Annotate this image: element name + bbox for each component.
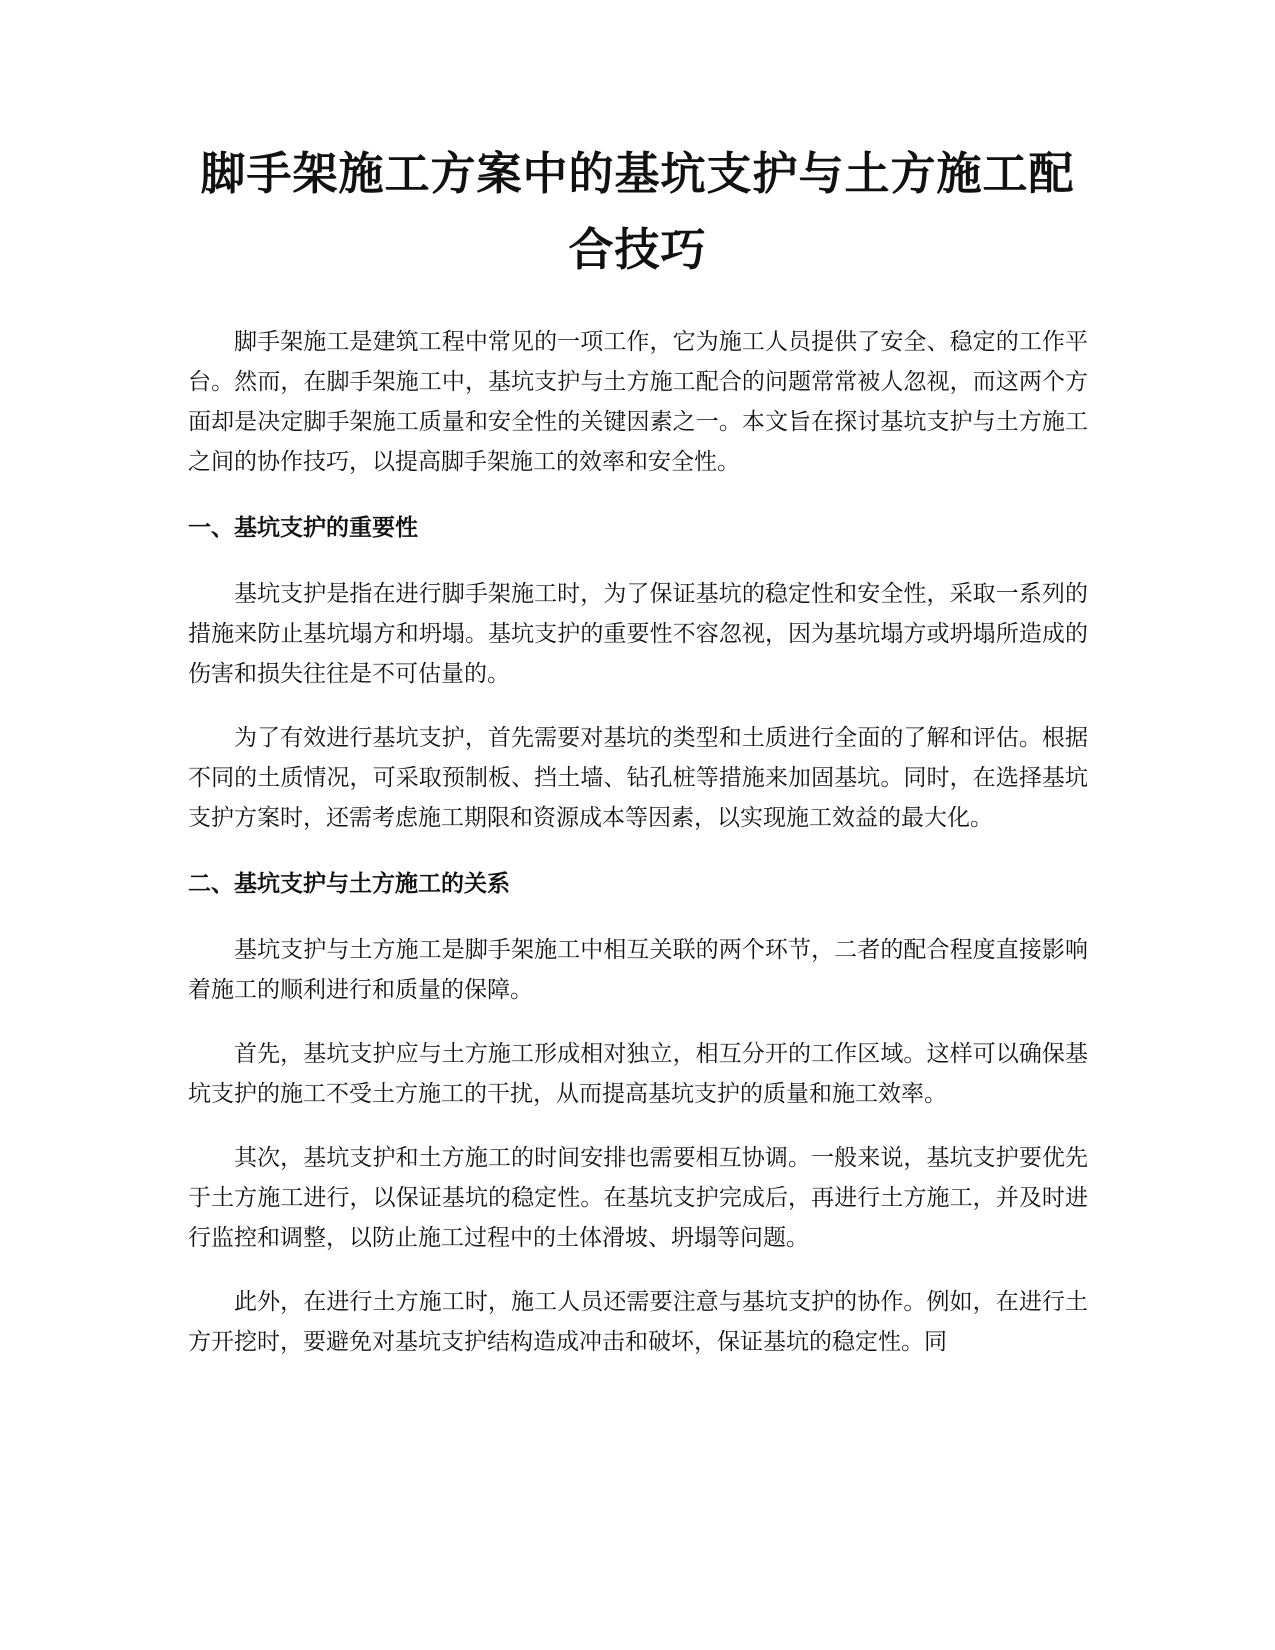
section-1-paragraph-1: 基坑支护是指在进行脚手架施工时，为了保证基坑的稳定性和安全性，采取一系列的措施来防止基坑塌方和坍塌。基坑支护的重要性不容忽视，因为基坑塌方或坍塌所造成的伤害和损失往往是不可估量的。 xyxy=(188,581,1088,687)
document-title xyxy=(150,136,1125,288)
document-body xyxy=(188,322,1088,1386)
title-line-2: 合技巧 xyxy=(568,223,707,276)
section-2-heading: 二、基坑支护与土方施工的关系 xyxy=(188,871,510,897)
section-2-paragraph-3: 其次，基坑支护和土方施工的时间安排也需要相互协调。一般来说，基坑支护要优先于土方施工进行，以保证基坑的稳定性。在基坑支护完成后，再进行土方施工，并及时进行监控和调整，以防止施工过程中的土体滑坡、坍塌等问题。 xyxy=(188,1145,1088,1251)
section-2-paragraph-1: 基坑支护与土方施工是脚手架施工中相互关联的两个环节，二者的配合程度直接影响着施工的顺利进行和质量的保障。 xyxy=(188,937,1088,1003)
section-2-paragraph-4: 此外，在进行土方施工时，施工人员还需要注意与基坑支护的协作。例如，在进行土方开挖时，要避免对基坑支护结构造成冲击和破坏，保证基坑的稳定性。同 xyxy=(188,1289,1088,1355)
section-1-heading: 一、基坑支护的重要性 xyxy=(188,515,418,541)
title-line-1: 脚手架施工方案中的基坑支护与土方施工配 xyxy=(200,147,1075,200)
section-2-paragraph-2: 首先，基坑支护应与土方施工形成相对独立，相互分开的工作区域。这样可以确保基坑支护的施工不受土方施工的干扰，从而提高基坑支护的质量和施工效率。 xyxy=(188,1041,1088,1107)
section-1-paragraph-2: 为了有效进行基坑支护，首先需要对基坑的类型和土质进行全面的了解和评估。根据不同的土质情况，可采取预制板、挡土墙、钻孔桩等措施来加固基坑。同时，在选择基坑支护方案时，还需考虑施工期限和资源成本等因素，以实现施工效益的最大化。 xyxy=(188,725,1088,831)
intro-paragraph: 脚手架施工是建筑工程中常见的一项工作，它为施工人员提供了安全、稳定的工作平台。然而，在脚手架施工中，基坑支护与土方施工配合的问题常常被人忽视，而这两个方面却是决定脚手架施工质量和安全性的关键因素之一。本文旨在探讨基坑支护与土方施工之间的协作技巧，以提高脚手架施工的效率和安全性。 xyxy=(188,329,1088,475)
